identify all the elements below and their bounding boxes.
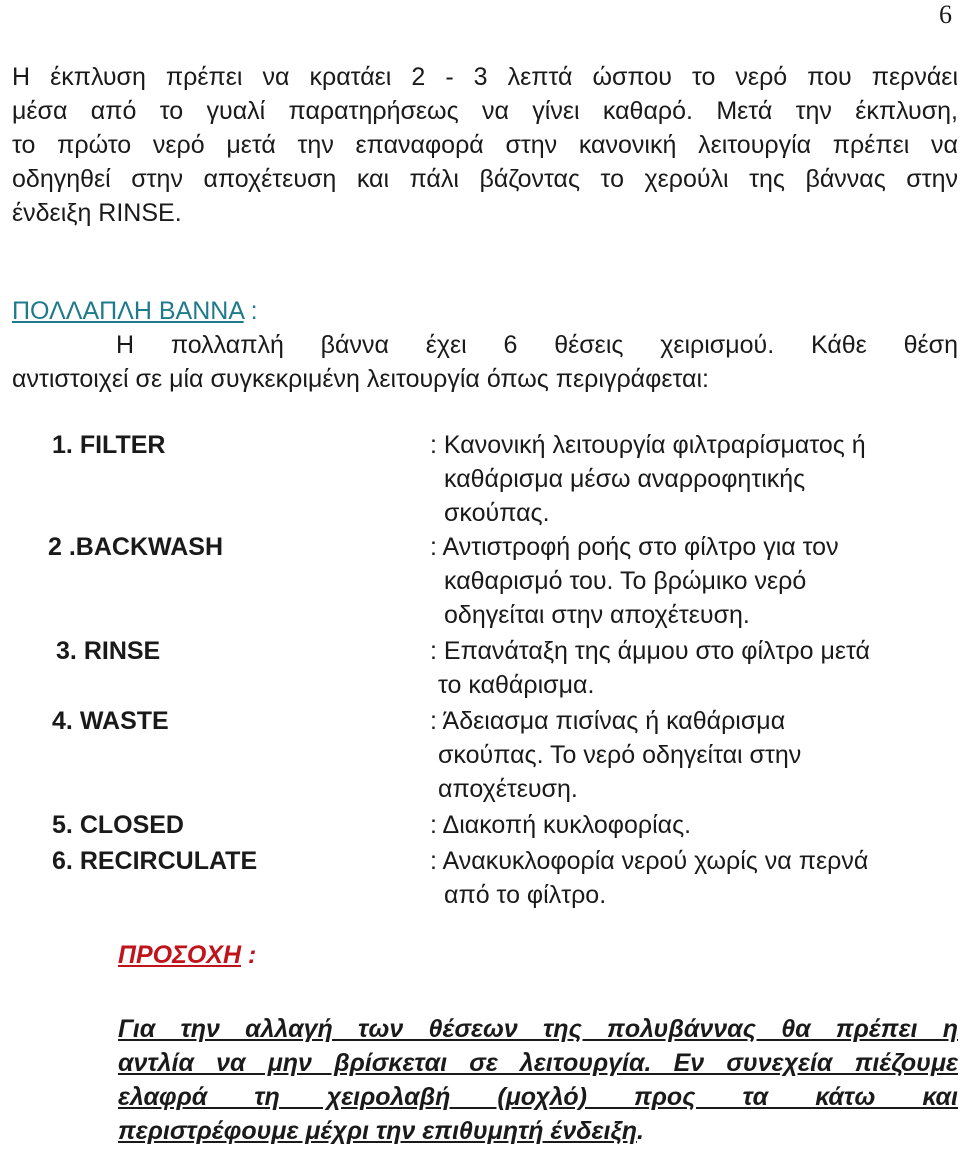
warning-heading-colon: : [241, 941, 257, 969]
position-desc-line: από το φίλτρο. [444, 881, 607, 909]
position-label: 5. CLOSED [52, 811, 184, 839]
position-label: 1. FILTER [52, 431, 166, 459]
position-desc-line: : Διακοπή κυκλοφορίας. [430, 811, 692, 839]
intro-line: το πρώτο νερό μετά την επαναφορά στην κανονική λειτουργία πρέπει να [12, 131, 958, 159]
position-desc-line: : Ανακυκλοφορία νερού χωρίς να περνά [430, 847, 869, 875]
intro-line: μέσα από το γυαλί παρατηρήσεως να γίνει καθαρό. Μετά την έκπλυση, [12, 97, 958, 125]
warning-line: αντλία να μην βρίσκεται σε λειτουργία. Εν συνεχεία πιέζουμε [118, 1049, 958, 1077]
intro-line: ένδειξη RINSE. [12, 199, 182, 227]
position-desc-line: καθαρισμό του. Το βρώμικο νερό [444, 567, 807, 595]
intro-line: οδηγηθεί στην αποχέτευση και πάλι βάζοντας το χερούλι της βάννας στην [12, 165, 958, 193]
warning-line-period: . [636, 1117, 644, 1145]
position-desc-line: το καθάρισμα. [438, 671, 595, 699]
position-desc-line: σκούπας. [444, 499, 550, 527]
section-heading [12, 294, 958, 328]
position-desc-line: καθάρισμα μέσω αναρροφητικής [444, 465, 806, 493]
warning-line: ελαφρά τη χειρολαβή (μοχλό) προς τα κάτω και [118, 1083, 958, 1111]
page-number: 6 [939, 0, 952, 29]
section-line: αντιστοιχεί σε μία συγκεκριμένη λειτουργία όπως περιγράφεται: [12, 365, 709, 393]
position-desc-line: οδηγείται στην αποχέτευση. [444, 601, 750, 629]
position-desc-line: : Κανονική λειτουργία φιλτραρίσματος ή [430, 431, 866, 459]
position-label: 3. RINSE [56, 637, 161, 665]
section-heading-colon: : [243, 297, 258, 325]
intro-line: Η έκπλυση πρέπει να κρατάει 2 - 3 λεπτά ώσπου το νερό που περνάει [12, 63, 958, 91]
warning-line [118, 1114, 958, 1148]
position-label: 2 .BACKWASH [48, 533, 224, 561]
warning-heading [118, 938, 256, 972]
warning-heading-text: ΠΡΟΣΟΧΗ [118, 941, 241, 969]
position-label: 4. WASTE [52, 707, 169, 735]
position-desc-line: : Αντιστροφή ροής στο φίλτρο για τον [430, 533, 839, 561]
position-label: 6. RECIRCULATE [52, 847, 258, 875]
intro-paragraph [12, 60, 958, 230]
position-desc-line: : Άδειασμα πισίνας ή καθάρισμα [430, 707, 786, 735]
warning-line: Για την αλλαγή των θέσεων της πολυβάννας θα πρέπει η [118, 1015, 958, 1043]
warning-text [118, 1012, 958, 1148]
section-heading-text: ΠΟΛΛΑΠΛΗ ΒΑΝΝΑ [12, 297, 244, 325]
position-desc-line: : Επανάταξη της άμμου στο φίλτρο μετά [430, 637, 870, 665]
position-desc-line: σκούπας. Το νερό οδηγείται στην [438, 741, 802, 769]
warning-line-text: περιστρέφουμε μέχρι την επιθυμητή ένδειξη [118, 1117, 637, 1145]
section-multiport-valve [12, 294, 958, 396]
section-line: Η πολλαπλή βάννα έχει 6 θέσεις χειρισμού. Κάθε θέση [116, 331, 958, 359]
position-desc-line: αποχέτευση. [438, 775, 578, 803]
